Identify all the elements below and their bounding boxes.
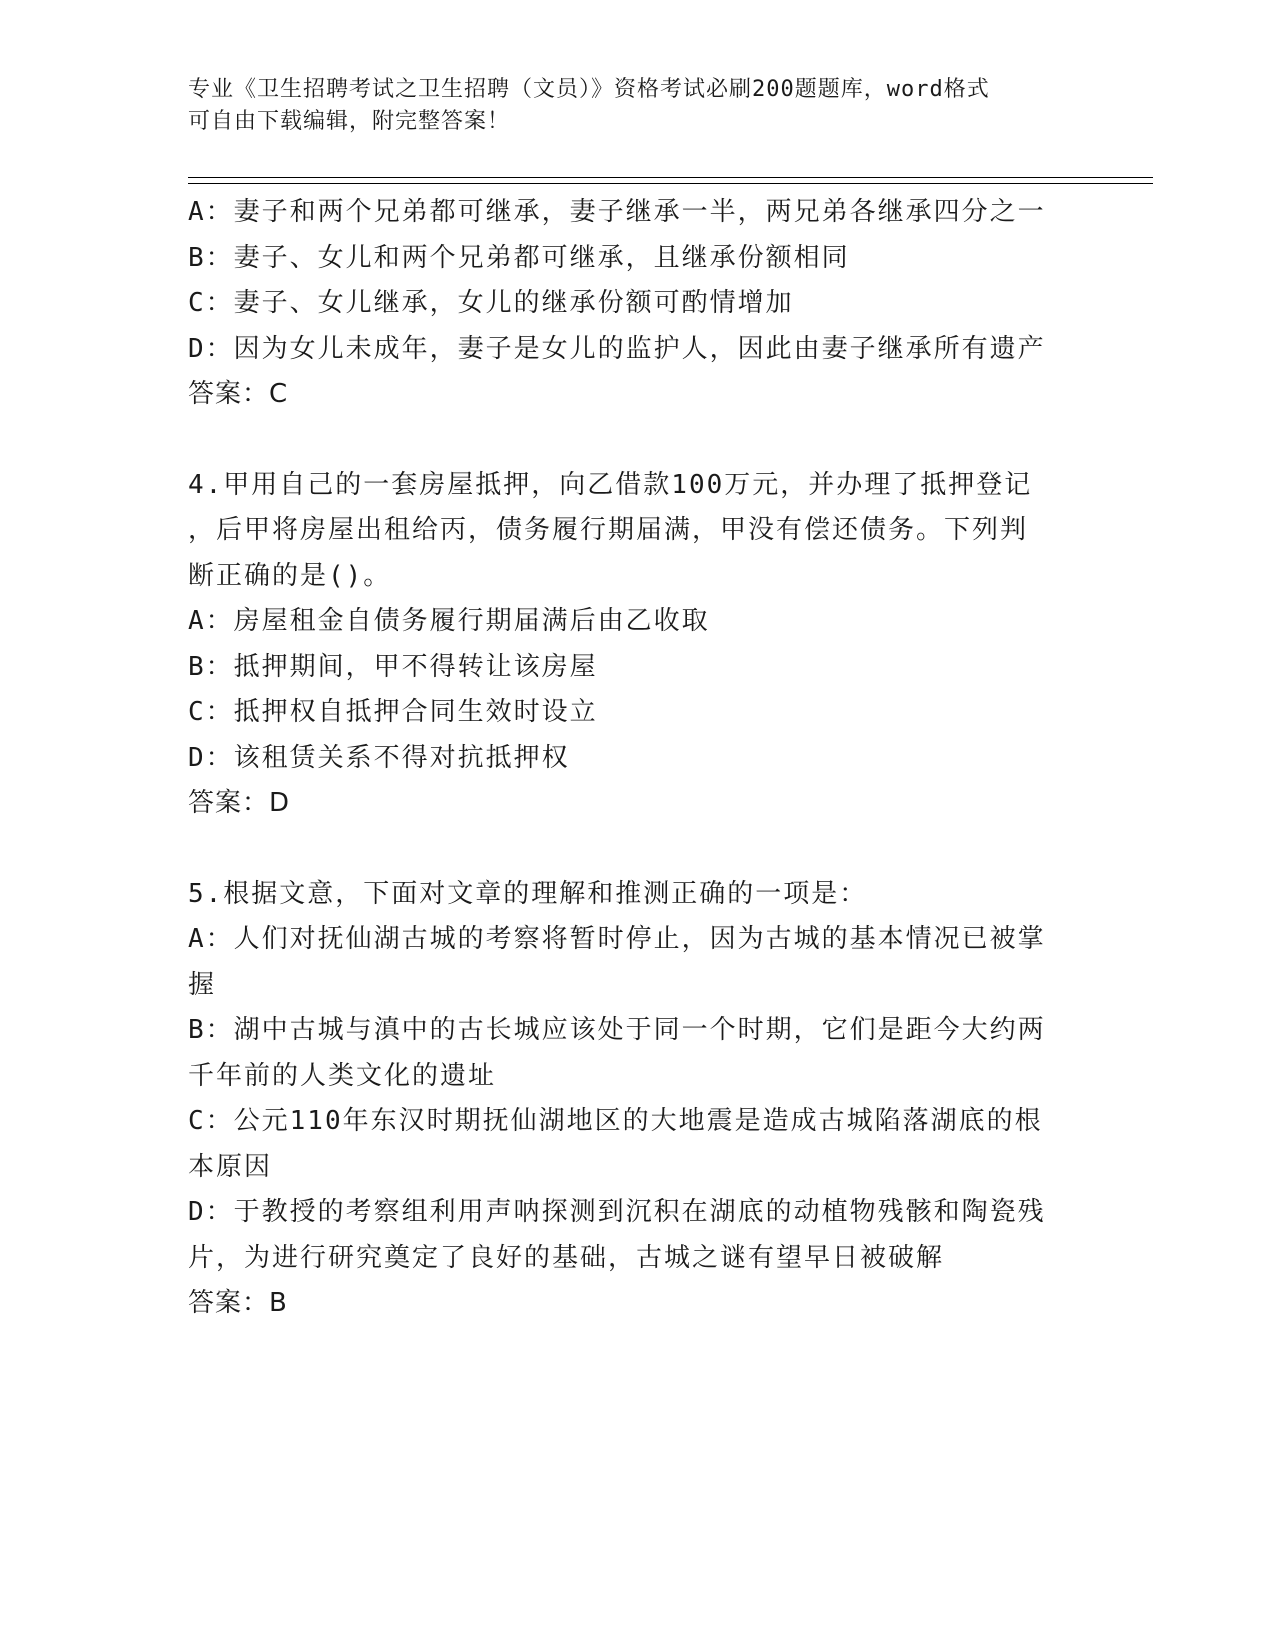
q3-option-d: D：因为女儿未成年，妻子是女儿的监护人，因此由妻子继承所有遗产: [188, 333, 1046, 364]
q5-option-a-line-1: A：人们对抚仙湖古城的考察将暂时停止，因为古城的基本情况已被掌: [188, 924, 1046, 954]
q4-option-d: D：该租赁关系不得对抗抵押权: [188, 742, 570, 773]
q4-answer: 答案：D: [188, 788, 291, 818]
spacer: [188, 827, 1068, 872]
q5-option-d-line-1: D：于教授的考察组利用声呐探测到沉积在湖底的动植物残骸和陶瓷残: [188, 1197, 1046, 1227]
q5-option-b-line-2: 千年前的人类文化的遗址: [188, 1060, 497, 1091]
q4-option-b: B：抵押期间，甲不得转让该房屋: [188, 651, 598, 682]
document-header: [188, 74, 1068, 138]
q4-option-c: C：抵押权自抵押合同生效时设立: [188, 697, 598, 727]
spacer: [188, 418, 1068, 463]
header-line-2: 可自由下载编辑，附完整答案！: [188, 109, 511, 134]
q5-option-a-line-2: 握: [188, 969, 217, 1000]
q4-stem-line-1: 4.甲用自己的一套房屋抵押，向乙借款100万元，并办理了抵押登记: [188, 469, 1033, 500]
document-body: [188, 190, 1068, 1327]
q5-answer: 答案：B: [188, 1288, 288, 1318]
q5-option-c-line-2: 本原因: [188, 1151, 273, 1182]
q4-stem-line-3: 断正确的是()。: [188, 560, 392, 591]
header-divider-bottom: [188, 183, 1153, 184]
q5-option-c-line-1: C：公元110年东汉时期抚仙湖地区的大地震是造成古城陷落湖底的根: [188, 1106, 1043, 1136]
q3-option-c: C：妻子、女儿继承，女儿的继承份额可酌情增加: [188, 288, 794, 318]
q3-option-b: B：妻子、女儿和两个兄弟都可继承，且继承份额相同: [188, 242, 850, 273]
header-line-1: 专业《卫生招聘考试之卫生招聘（文员）》资格考试必刷200题题库，word格式: [188, 77, 990, 102]
question-4-block: [188, 463, 1068, 827]
q4-option-a: A：房屋租金自债务履行期届满后由乙收取: [188, 606, 710, 636]
question-5-block: [188, 872, 1068, 1327]
q5-stem: 5.根据文意，下面对文章的理解和推测正确的一项是：: [188, 878, 868, 909]
q3-option-a: A：妻子和两个兄弟都可继承，妻子继承一半，两兄弟各继承四分之一: [188, 197, 1046, 227]
question-3-block: [188, 190, 1068, 418]
header-divider-top: [188, 177, 1153, 178]
q4-stem-line-2: ，后甲将房屋出租给丙，债务履行期届满，甲没有偿还债务。下列判: [188, 515, 1029, 545]
q5-option-d-line-2: 片，为进行研究奠定了良好的基础，古城之谜有望早日被破解: [188, 1242, 945, 1273]
q5-option-b-line-1: B：湖中古城与滇中的古长城应该处于同一个时期，它们是距今大约两: [188, 1015, 1046, 1045]
q3-answer: 答案：C: [188, 379, 289, 409]
